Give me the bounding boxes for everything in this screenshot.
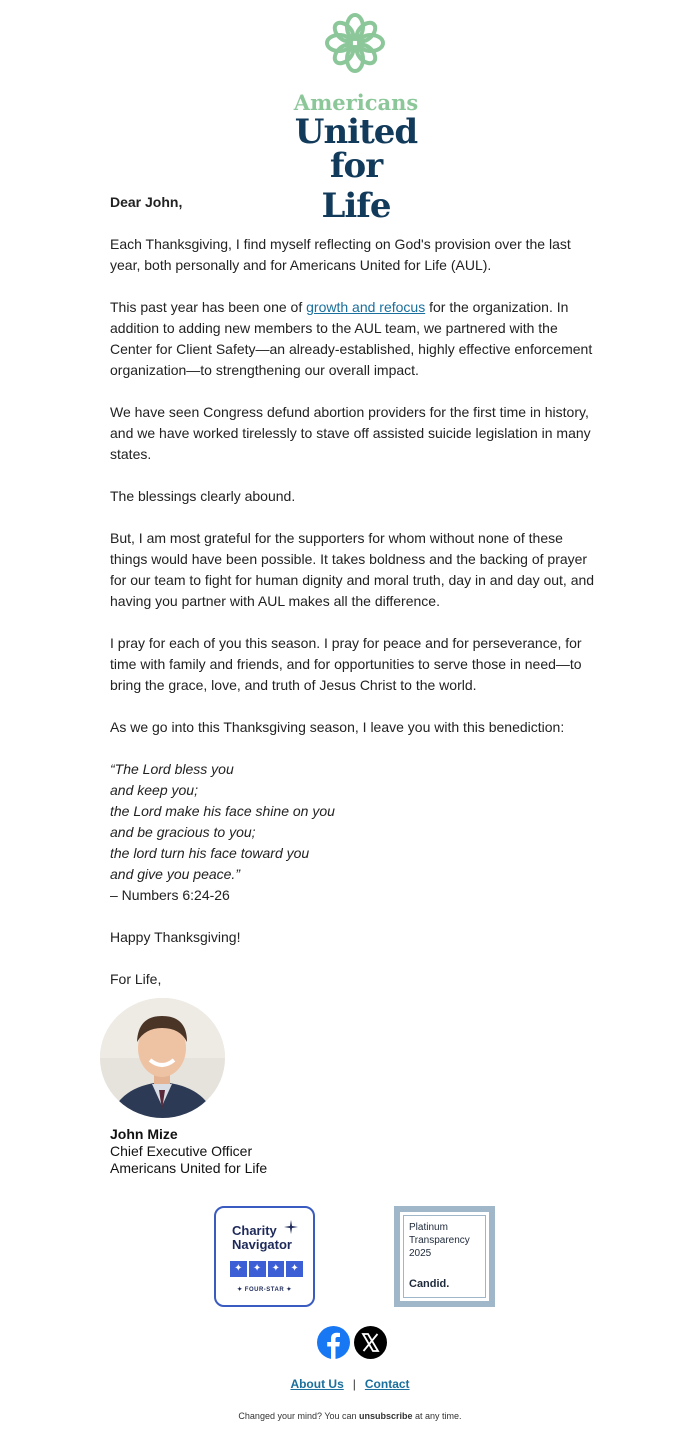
- verse-line: the lord turn his face toward you: [110, 845, 310, 861]
- verse-line: “The Lord bless you: [110, 761, 234, 777]
- about-us-link[interactable]: About Us: [290, 1377, 344, 1391]
- closing: For Life,: [110, 971, 162, 987]
- verse-line: and be gracious to you;: [110, 824, 256, 840]
- candid-badge[interactable]: [394, 1206, 495, 1307]
- star-rating: [230, 1261, 303, 1277]
- signer-org: Americans United for Life: [110, 1160, 268, 1176]
- signature: [110, 1126, 267, 1177]
- candid-brand: Candid.: [409, 1278, 450, 1290]
- star-icon: ✦: [249, 1261, 266, 1277]
- flower-icon: [324, 12, 386, 74]
- verse-line: and give you peace.”: [110, 866, 240, 882]
- signer-name: John Mize: [110, 1126, 178, 1142]
- benediction: [110, 759, 595, 906]
- logo-text-united: United: [294, 112, 418, 152]
- footer-links: [0, 1377, 700, 1391]
- greeting: Dear John,: [110, 194, 183, 210]
- star-icon: ✦: [286, 1261, 303, 1277]
- star-icon: ✦: [230, 1261, 247, 1277]
- logo-text-americans: Americans: [293, 90, 419, 115]
- verse-citation: – Numbers 6:24-26: [110, 887, 230, 903]
- paragraph-2: This past year has been one of growth and refocus for the organization. In addition to adding new members to the AUL team, we partnered with the Center for Client Safety—an already-established, highly effective enforcement organization—to strengthening our overall impact.: [110, 299, 593, 378]
- link-separator: |: [352, 1377, 356, 1391]
- growth-and-refocus-link[interactable]: growth and refocus: [306, 299, 426, 315]
- paragraph-5: But, I am most grateful for the supporters for whom without none of these things would have been possible. It takes boldness and the backing of prayer for our team to fight for human dignity and moral truth, day in and day out, and having you partner with AUL makes all the difference.: [110, 530, 595, 609]
- charity-navigator-badge[interactable]: [214, 1206, 315, 1307]
- unsubscribe-note: Changed your mind? You can unsubscribe at any time.: [238, 1411, 462, 1421]
- contact-link[interactable]: Contact: [364, 1377, 410, 1391]
- unsubscribe-link[interactable]: unsubscribe: [359, 1411, 413, 1421]
- letter-body: [110, 192, 595, 1011]
- facebook-link[interactable]: [317, 1326, 350, 1359]
- facebook-icon: [317, 1326, 350, 1359]
- avatar: [100, 998, 225, 1118]
- sparkle-icon: [284, 1220, 298, 1234]
- signer-title: Chief Executive Officer: [110, 1143, 253, 1159]
- verse-line: the Lord make his face shine on you: [110, 803, 335, 819]
- paragraph-6: I pray for each of you this season. I pray for peace and for perseverance, for time with family and friends, and for opportunities to serve those in need—to bring the grace, love, and truth of Jesus Christ to the world.: [110, 635, 582, 693]
- four-star-label: ✦ FOUR-STAR ✦: [237, 1287, 292, 1293]
- paragraph-1: Each Thanksgiving, I find myself reflecting on God's provision over the last year, both personally and for Americans United for Life (AUL).: [110, 236, 571, 273]
- paragraph-4: The blessings clearly abound.: [110, 488, 296, 504]
- x-icon: [354, 1326, 387, 1359]
- paragraph-3: We have seen Congress defund abortion providers for the first time in history, and we have worked tirelessly to stave off assisted suicide legislation in many states.: [110, 404, 591, 462]
- paragraph-7: As we go into this Thanksgiving season, I leave you with this benediction:: [110, 719, 565, 735]
- candid-seal-text: Platinum Transparency 2025: [409, 1222, 470, 1259]
- logo: [290, 12, 422, 226]
- x-link[interactable]: [354, 1326, 387, 1359]
- star-icon: ✦: [268, 1261, 285, 1277]
- charity-navigator-title: Charity Navigator: [232, 1223, 292, 1252]
- logo-text-for-life: for Life: [321, 146, 391, 226]
- verse-line: and keep you;: [110, 782, 198, 798]
- paragraph-8: Happy Thanksgiving!: [110, 929, 241, 945]
